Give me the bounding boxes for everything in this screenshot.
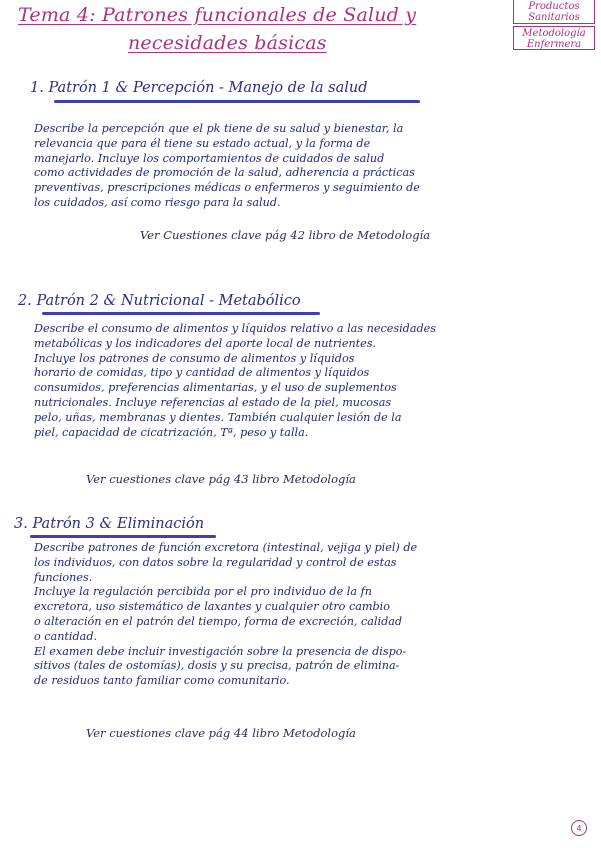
section-1-line: los cuidados, así como riesgo para la salud.	[34, 195, 281, 209]
section-1-body	[34, 122, 594, 211]
tag-box-bottom: Metodología Enfermera	[513, 26, 595, 50]
section-2-line: nutricionales. Incluye referencias al estado de la piel, mucosas	[34, 395, 392, 409]
section-3-highlight	[30, 535, 216, 538]
section-2-body	[34, 322, 594, 440]
section-3-line: los individuos, con datos sobre la regularidad y control de estas	[34, 555, 397, 569]
section-3-line: excretora, uso sistemático de laxantes y cualquier otro cambio	[34, 600, 390, 614]
section-3-line: funciones.	[34, 570, 93, 584]
section-2-line: metabólicas y los indicadores del aporte local de nutrientes.	[34, 336, 377, 350]
section-3-line: o cantidad.	[34, 629, 98, 643]
section-3-body	[34, 541, 594, 689]
section-1-line: manejarlo. Incluye los comportamientos de cuidados de salud	[34, 151, 385, 165]
section-2-line: pelo, uñas, membranas y dientes. También cualquier lesión de la	[34, 410, 402, 424]
section-1-heading: 1. Patrón 1 & Percepción - Manejo de la salud	[30, 80, 368, 96]
section-3-heading: 3. Patrón 3 & Eliminación	[14, 516, 205, 532]
section-3-line: de residuos tanto familiar como comunitario.	[34, 674, 290, 688]
section-3-reference: Ver cuestiones clave pág 44 libro Metodología	[86, 726, 356, 740]
section-1-reference: Ver Cuestiones clave pág 42 libro de Metodología	[140, 228, 431, 242]
section-3-line: o alteración en el patrón del tiempo, forma de excreción, calidad	[34, 614, 403, 628]
section-2-line: horario de comidas, tipo y cantidad de alimentos y líquidos	[34, 366, 370, 380]
section-1-line: preventivas, prescripciones médicas o enfermeros y seguimiento de	[34, 181, 420, 195]
tag-box-top: Productos Sanitarios	[513, 0, 595, 24]
section-3-line: sitivos (tales de ostomías), dosis y su precisa, patrón de elimina-	[34, 659, 400, 673]
section-2-line: Describe el consumo de alimentos y líquidos relativo a las necesidades	[34, 322, 437, 335]
page-title: Tema 4: Patrones funcionales de Salud y	[18, 4, 417, 26]
section-1-line: relevancia que para él tiene su estado actual, y la forma de	[34, 136, 371, 150]
section-3-line: El examen debe incluir investigación sobre la presencia de dispo-	[34, 644, 407, 658]
page-subtitle: necesidades básicas	[128, 32, 327, 54]
section-2-line: piel, capacidad de cicatrización, Tª, peso y talla.	[34, 425, 309, 439]
section-2-highlight	[42, 312, 320, 315]
section-1-line: Describe la percepción que el pk tiene de su salud y bienestar, la	[34, 122, 404, 135]
section-2-reference: Ver cuestiones clave pág 43 libro Metodología	[86, 472, 356, 486]
section-2-line: Incluye los patrones de consumo de alimentos y líquidos	[34, 351, 355, 365]
section-1-line: como actividades de promoción de la salud, adherencia a prácticas	[34, 166, 415, 180]
section-3-line: Incluye la regulación percibida por el pro individuo de la fn	[34, 585, 372, 599]
section-3-line: Describe patrones de función excretora (intestinal, vejiga y piel) de	[34, 541, 418, 554]
section-2-line: consumidos, preferencias alimentarias, y el uso de suplementos	[34, 381, 397, 395]
section-1-highlight	[54, 100, 420, 103]
section-2-heading: 2. Patrón 2 & Nutricional - Metabólico	[18, 293, 301, 309]
page-number-badge: 4	[571, 820, 587, 836]
